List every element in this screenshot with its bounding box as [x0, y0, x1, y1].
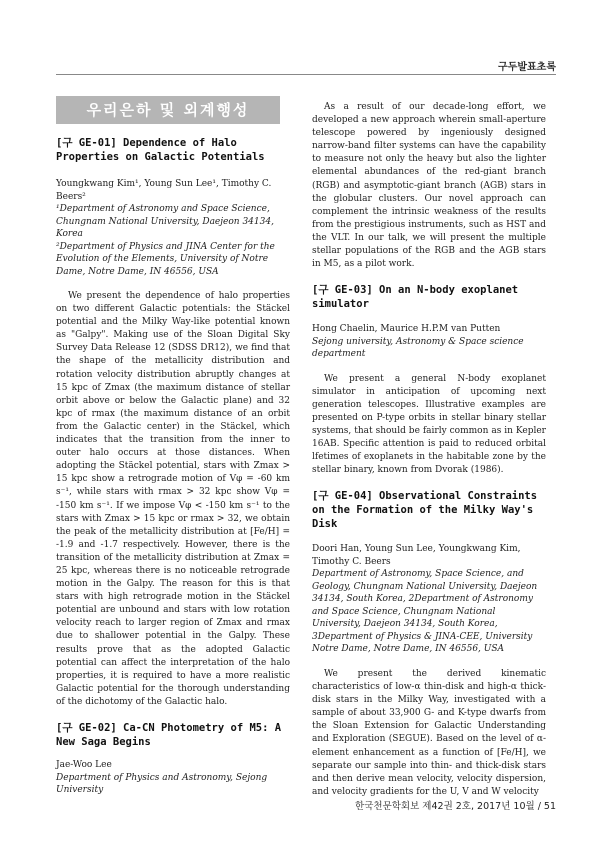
paper-affiliation: ²Department of Physics and JINA Center for the Evolution of the Elements, University of Notre Dame, Notre Dame, IN 46556, USA — [56, 241, 275, 277]
paper-title: [구 GE-03] On an N-body exoplanet simulator — [312, 284, 519, 311]
paper-ge04 — [312, 489, 546, 798]
paper-title: [구 GE-02] Ca-CN Photometry of M5: A New Saga Begins — [56, 722, 282, 748]
paper-ge03 — [312, 283, 546, 477]
header-divider — [56, 74, 556, 75]
paper-affiliation: Department of Physics and Astronomy, Sejong University — [56, 772, 268, 795]
paper-abstract: As a result of our decade-long effort, we developed a new approach wherein small-aperture telescope powered by ingeniously designed narrow-band filter systems can have the capability to measure not only the heavy but also the lighter elemental abundances of the red-giant branch (RGB) and asymptotic-giant branch (AGB) stars in the globular clusters. Our novel approach can complement the intrinsic weakness of the results from the prestigious instruments, such as HST and the VLT. In our talk, we will present the multiple stellar populations of the RGB and the AGB stars in M5, as a pilot work. — [312, 102, 546, 270]
paper-abstract: We present a general N-body exoplanet simulator in anticipation of upcoming next generation telescopes. Illustrative examples are presented on P-type orbits in stellar binary stellar systems, that should be fairly common as in Kepler 16AB. Specific attention is paid to reduced orbital lfetimes of exoplanets in the habitable zone by the stellar binary, known from Dvorak (1986). — [312, 373, 546, 476]
paper-authors: Hong Chaelin, Maurice H.P.M van Putten — [312, 324, 501, 335]
paper-authors: Doori Han, Young Sun Lee, Youngkwang Kim, Timothy C. Beers — [312, 544, 521, 567]
header-section-label: 구두발표초록 — [498, 62, 556, 73]
paper-affiliation: ¹Department of Astronomy and Space Science, Chungnam National University, Daejeon 34134, Korea — [56, 204, 274, 239]
paper-authors: Youngkwang Kim¹, Young Sun Lee¹, Timothy C. Beers² — [56, 179, 272, 202]
paper-abstract: We present the dependence of halo properties on two different Galactic potentials: the Stäckel potential and the Milky Way-like potential known as "Galpy". Making use of the Sloan Digital Sky Survey Data Release 12 (SDSS DR12), we find that the shape of the metallicity distribution and rotation velocity distribution abruptly changes at 15 kpc of Zmax (the maximum distance of stellar orbit above or below the Galactic plane) and 32 kpc of rmax (the maximum distance of an orbit from the Galactic center) in the Stäckel, which indicates that the transition from the inner to outer halo occurs at those distances. When adopting the Stäckel potential, stars with Zmax > 15 kpc show a retrograde motion of Vφ = -60 km s⁻¹, while stars with rmax > 32 kpc show Vφ = -150 km s⁻¹. If we impose Vφ < -150 km s⁻¹ to the stars with Zmax > 15 kpc or rmax > 32, we obtain the peak of the metallicity distribution at [Fe/H] = -1.9 and -1.7 respectively. However, there is the transition of the metallicity distribution at Zmax = 25 kpc, whereas there is no noticeable retrograde motion in the Galpy. The reason for this is that stars with high retrograde motion in the Stäckel potential are unbound and stars with low rotation velocity reach to larger region of Zmax and rmax due to shallower potential in the Galpy. These results prove that as the adopted Galactic potential can affect the interpretation of the halo properties, it is required to have a more realistic Galactic potential for the thorough understanding of the dichotomy of the Galactic halo. — [56, 291, 290, 707]
paper-ge02 — [56, 721, 290, 797]
paper-authors: Jae-Woo Lee — [56, 760, 112, 770]
paper-affiliation: Department of Astronomy, Space Science, and Geology, Chungnam National University, Daejeon 34134, South Korea, 2Department of Astronomy and Space Science, Chungnam National University, Daejeon 34134, South Korea, 3Department of Physics & JINA-CEE, University Notre Dame, Notre Dame, IN 46556, USA — [312, 569, 538, 655]
right-column — [312, 97, 546, 799]
paper-affiliation: Sejong university, Astronomy & Space science department — [312, 336, 524, 360]
page-footer: 한국천문학회보 제42권 2호, 2017년 10월 / 51 — [355, 801, 556, 812]
paper-title: [구 GE-01] Dependence of Halo Properties on Galactic Potentials — [56, 137, 265, 163]
paper-ge01 — [56, 136, 290, 709]
section-banner: 우리은하 및 외계행성 — [56, 96, 280, 124]
paper-title: [구 GE-04] Observational Constraints on the Formation of the Milky Way's Disk — [312, 490, 538, 531]
paper-abstract: We present the derived kinematic characteristics of low-α thin-disk and high-α thick-disk stars in the Milky Way, investigated with a sample of about 33,900 G- and K-type dwarfs from the Sloan Extension for Galactic Understanding and Exploration (SEGUE). Based on the level of α-element enhancement as a function of [Fe/H], we separate our sample into thin- and thick-disk stars and then derive mean velocity, velocity dispersion, and velocity gradients for the U, V and W velocity — [312, 668, 546, 797]
left-column — [56, 96, 290, 797]
